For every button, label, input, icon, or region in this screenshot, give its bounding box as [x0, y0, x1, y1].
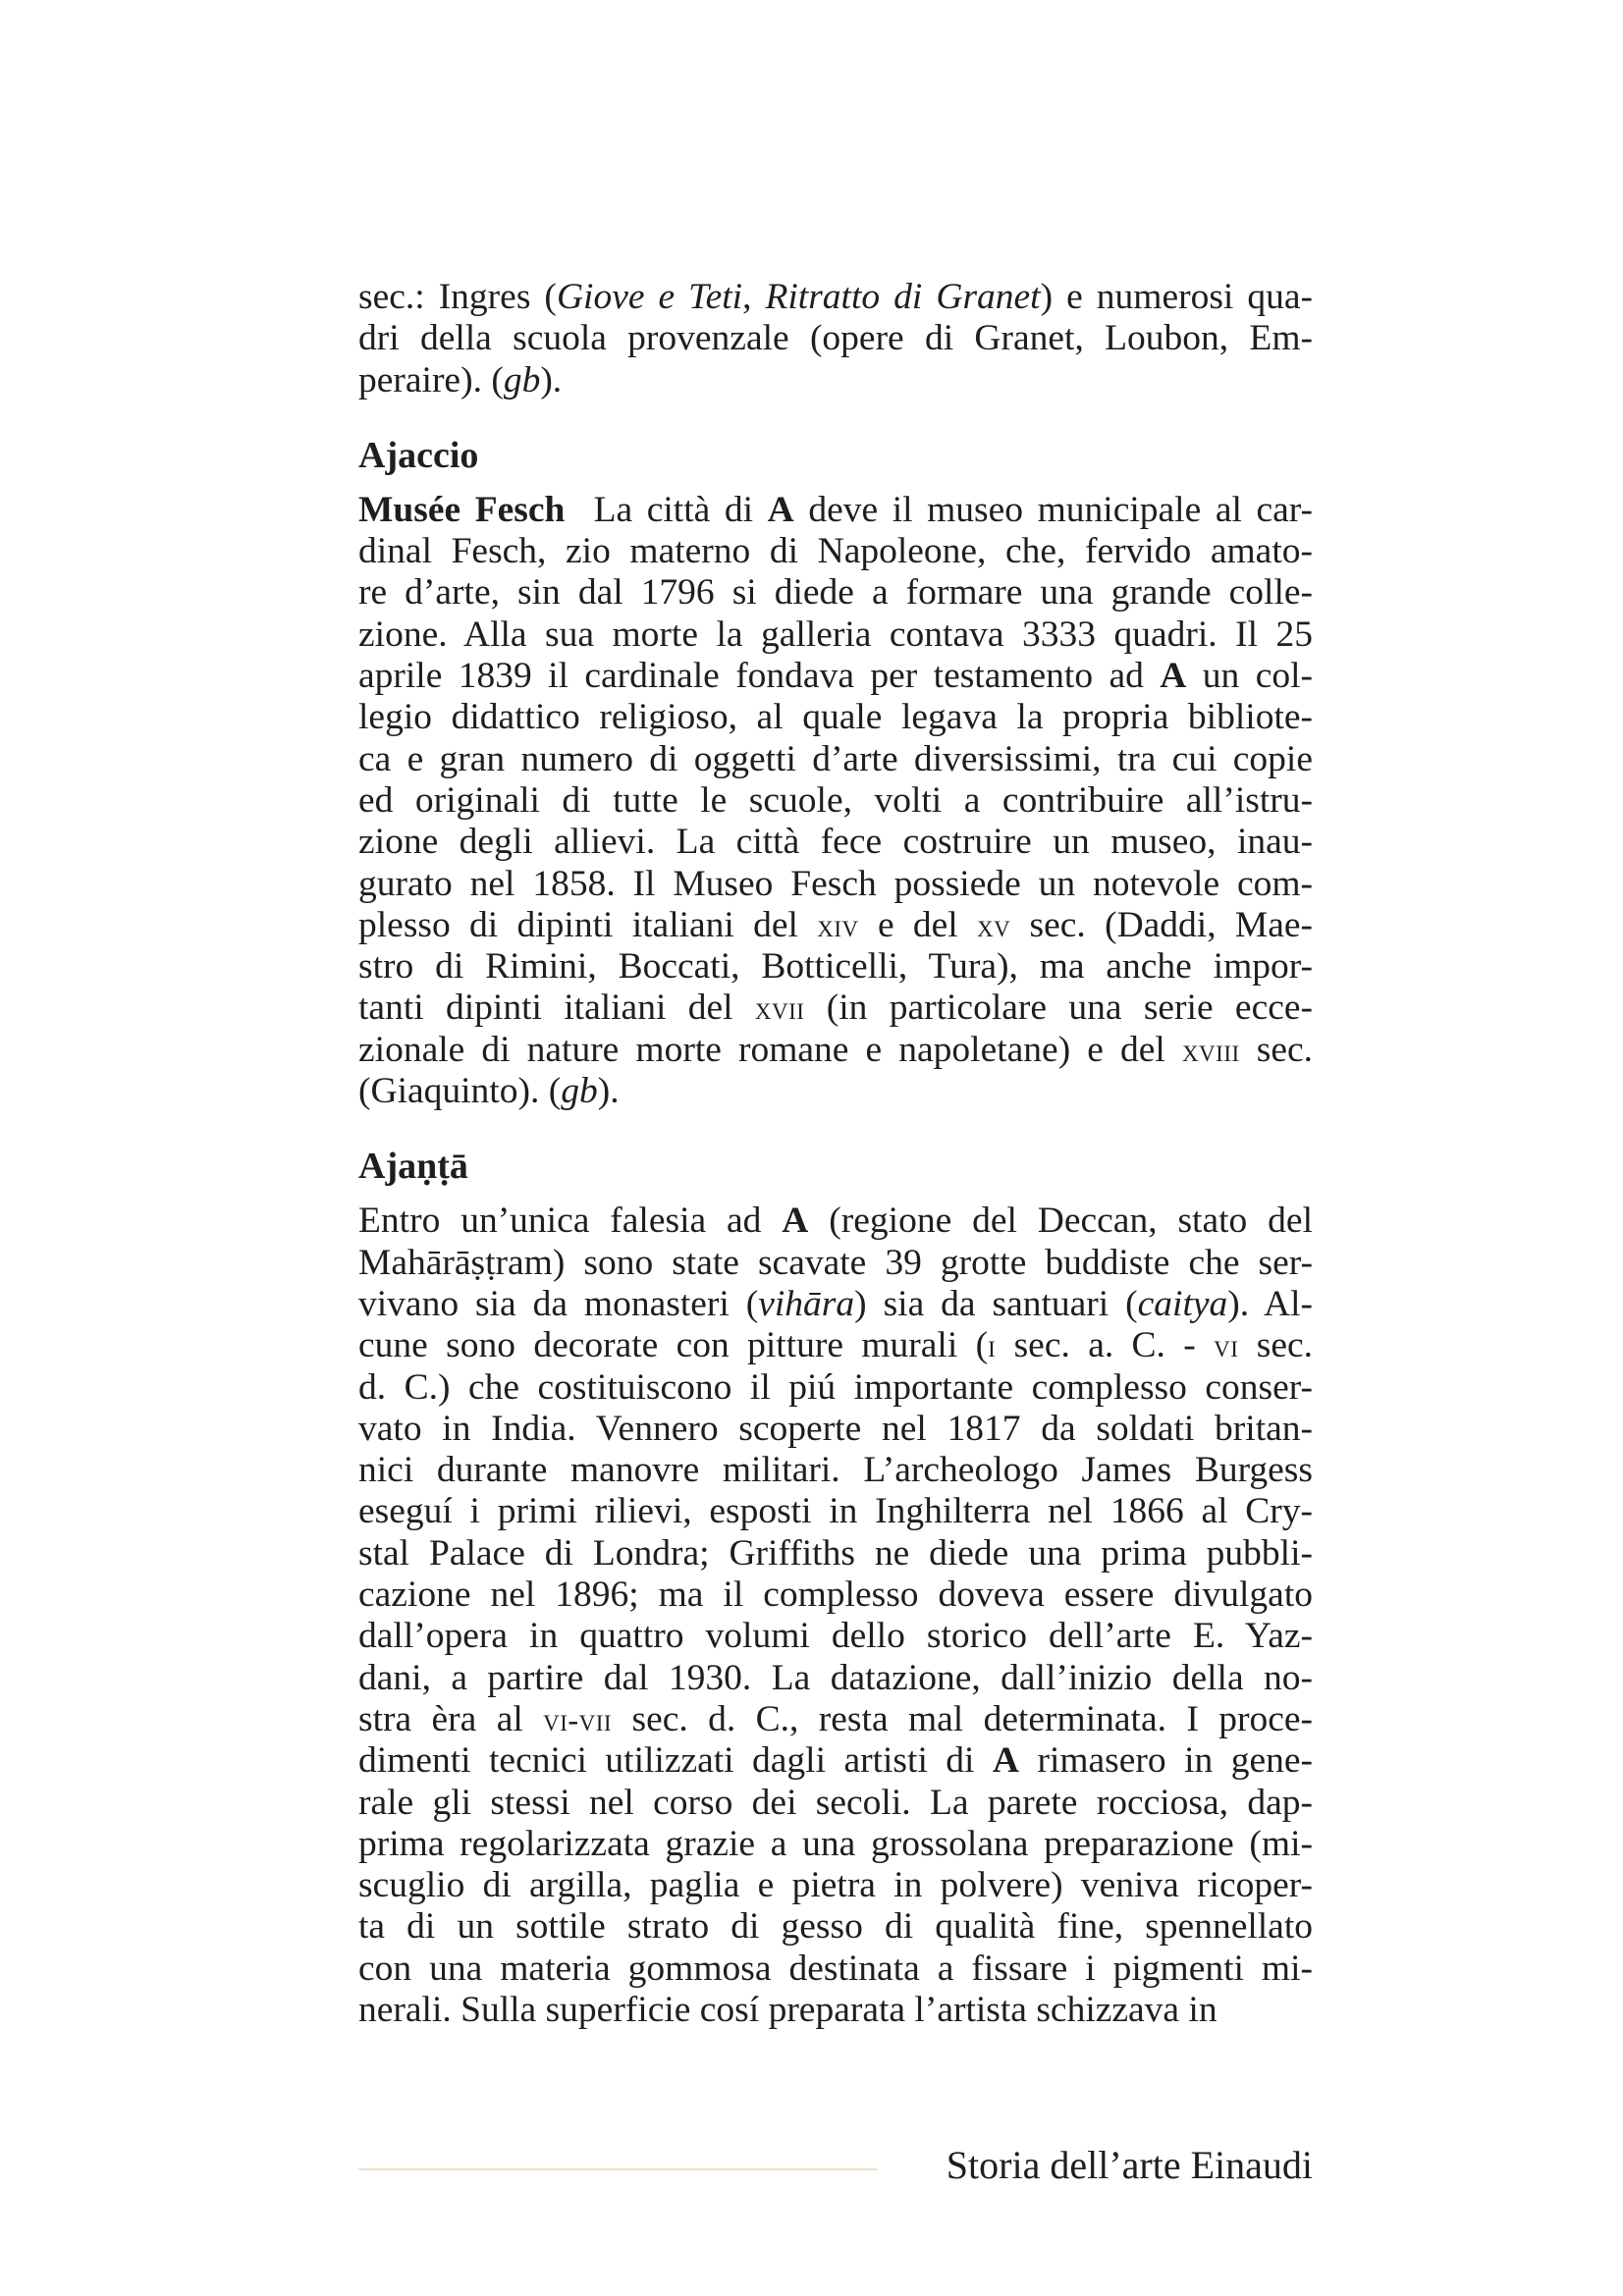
- text-line: Entro un’unica falesia ad A (regione del Deccan, stato del: [358, 1201, 1313, 1242]
- text-line: dimenti tecnici utilizzati dagli artisti di A rimasero in gene-: [358, 1740, 1313, 1782]
- text-line: aprile 1839 il cardinale fondava per testamento ad A un col-: [358, 656, 1313, 697]
- text-line: rale gli stessi nel corso dei secoli. La parete rocciosa, dap-: [358, 1782, 1313, 1823]
- text-line: ca e gran numero di oggetti d’arte diversissimi, tra cui copie: [358, 738, 1313, 779]
- text-line: stro di Rimini, Boccati, Botticelli, Tura), ma anche impor-: [358, 946, 1313, 988]
- entry-heading: Ajaccio: [358, 434, 479, 476]
- text-line: vivano sia da monasteri (vihāra) sia da santuari (caitya). Al-: [358, 1283, 1313, 1324]
- section-gap: [358, 401, 1313, 435]
- text-line: d. C.) che costituiscono il piú importante complesso conser-: [358, 1366, 1313, 1408]
- text-line: legio didattico religioso, al quale legava la propria bibliote-: [358, 697, 1313, 738]
- section-gap: [358, 1112, 1313, 1146]
- text-line: peraire). (gb).: [358, 359, 563, 400]
- text-line: vato in India. Vennero scoperte nel 1817 da soldati britan-: [358, 1408, 1313, 1449]
- text-line: tanti dipinti italiani del xvii (in particolare una serie ecce-: [358, 988, 1313, 1029]
- footer-rule: [358, 2168, 877, 2170]
- text-line: zione degli allievi. La città fece costruire un museo, inau-: [358, 822, 1313, 863]
- heading-gap: [358, 476, 1313, 490]
- text-line: plesso di dipinti italiani del xiv e del xv sec. (Daddi, Mae-: [358, 904, 1313, 945]
- text-line: re d’arte, sin dal 1796 si diede a formare una grande colle-: [358, 572, 1313, 614]
- text-line: nici durante manovre militari. L’archeologo James Burgess: [358, 1450, 1313, 1491]
- text-line: (Giaquinto). (gb).: [358, 1071, 620, 1112]
- entry-heading: Ajaṇṭā: [358, 1146, 468, 1188]
- text-line: cune sono decorate con pitture murali (i sec. a. C. - vi sec.: [358, 1325, 1313, 1366]
- text-line: gurato nel 1858. Il Museo Fesch possiede un notevole com-: [358, 863, 1313, 904]
- text-line: dri della scuola provenzale (opere di Granet, Loubon, Em-: [358, 318, 1313, 359]
- text-line: zione. Alla sua morte la galleria contava 3333 quadri. Il 25: [358, 614, 1313, 655]
- text-line: zionale di nature morte romane e napoletane) e del xviii sec.: [358, 1029, 1313, 1070]
- text-line: stra èra al vi-vii sec. d. C., resta mal determinata. I proce-: [358, 1698, 1313, 1739]
- text-line: sec.: Ingres (Giove e Teti, Ritratto di Granet) e numerosi qua-: [358, 277, 1314, 317]
- text-line: nerali. Sulla superficie cosí preparata l’artista schizzava in: [358, 1989, 1217, 2030]
- text-column: [358, 277, 1313, 2031]
- text-line: Musée Fesch La città di A deve il museo municipale al car-: [358, 489, 1314, 530]
- footer-title: Storia dell’arte Einaudi: [946, 2143, 1313, 2187]
- text-line: prima regolarizzata grazie a una grossolana preparazione (mi-: [358, 1823, 1313, 1864]
- text-line: con una materia gommosa destinata a fissare i pigmenti mi-: [358, 1948, 1313, 1989]
- text-line: dinal Fesch, zio materno di Napoleone, che, fervido amato-: [358, 531, 1313, 572]
- text-line: cazione nel 1896; ma il complesso doveva essere divulgato: [358, 1575, 1313, 1616]
- text-line: dani, a partire dal 1930. La datazione, dall’inizio della no-: [358, 1657, 1313, 1698]
- text-line: ta di un sottile strato di gesso di qualità fine, spennellato: [358, 1906, 1313, 1948]
- text-line: Mahārāṣṭram) sono state scavate 39 grotte buddiste che ser-: [358, 1242, 1313, 1283]
- text-line: ed originali di tutte le scuole, volti a contribuire all’istru-: [358, 779, 1313, 821]
- text-line: dall’opera in quattro volumi dello storico dell’arte E. Yaz-: [358, 1616, 1313, 1657]
- text-line: scuglio di argilla, paglia e pietra in polvere) veniva ricoper-: [358, 1865, 1313, 1906]
- text-line: eseguí i primi rilievi, esposti in Inghilterra nel 1866 al Cry-: [358, 1491, 1313, 1532]
- heading-gap: [358, 1187, 1313, 1201]
- text-line: stal Palace di Londra; Griffiths ne diede una prima pubbli-: [358, 1532, 1313, 1574]
